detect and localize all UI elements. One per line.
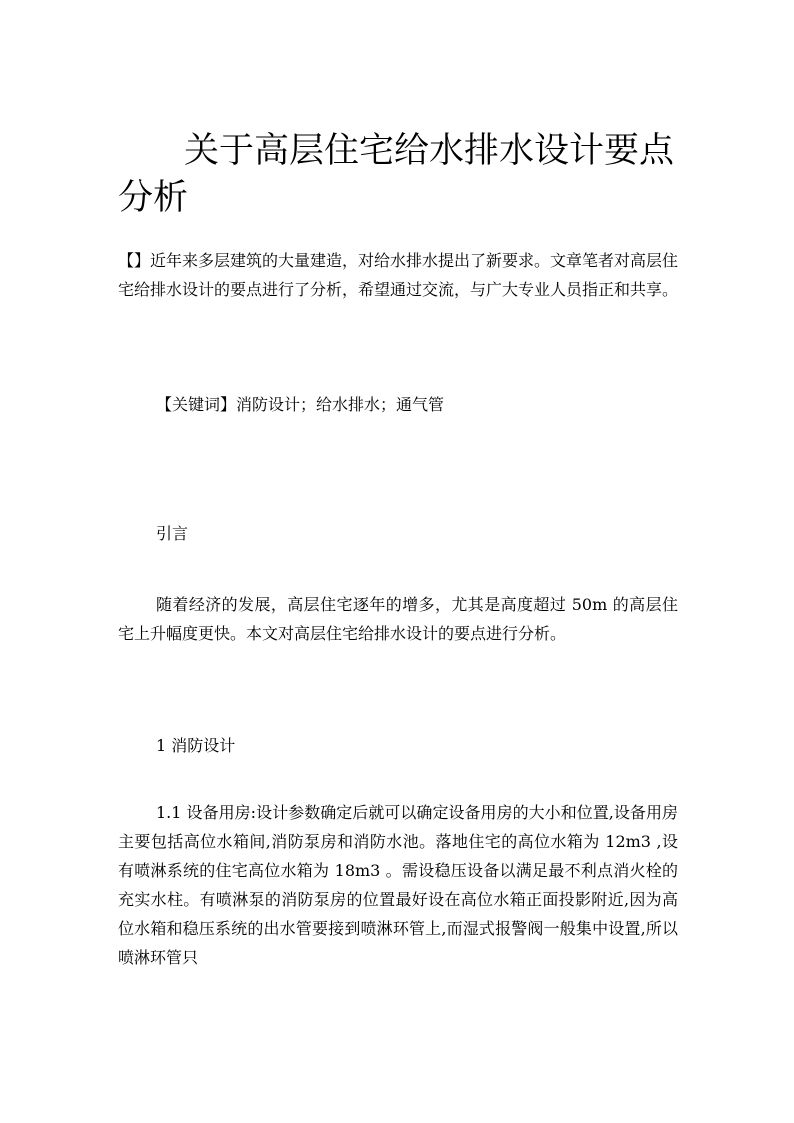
intro-heading: 引言 xyxy=(156,524,189,543)
abstract-paragraph: 【】近年来多层建筑的大量建造，对给水排水提出了新要求。文章笔者对高层住宅给排水设计的要点进行了分析，希望通过交流，与广大专业人员指正和共享。 xyxy=(118,251,679,299)
intro-paragraph: 随着经济的发展，高层住宅逐年的增多，尤其是高度超过 50m 的高层住宅上升幅度更快。本文对高层住宅给排水设计的要点进行分析。 xyxy=(118,595,678,643)
section-1-1-paragraph: 1.1 设备用房:设计参数确定后就可以确定设备用房的大小和位置,设备用房主要包括高位水箱间,消防泵房和消防水池。落地住宅的高位水箱为 12m3 ,设有喷淋系统的住宅高位水箱为 18m3 。需设稳压设备以满足最不利点消火栓的充实水柱。有喷淋泵的消防泵房的位置最好设在高位水箱正面投影附近,因为高位水箱和稳压系统的出水管要接到喷淋环管上,而湿式报警阀一般集中设置,所以喷淋环管只 xyxy=(118,803,678,967)
section-1-heading: 1 消防设计 xyxy=(156,736,236,755)
keywords-paragraph: 【关键词】消防设计；给水排水；通气管 xyxy=(156,395,445,414)
document-title: 关于高层住宅给水排水设计要点分析 xyxy=(118,131,675,218)
